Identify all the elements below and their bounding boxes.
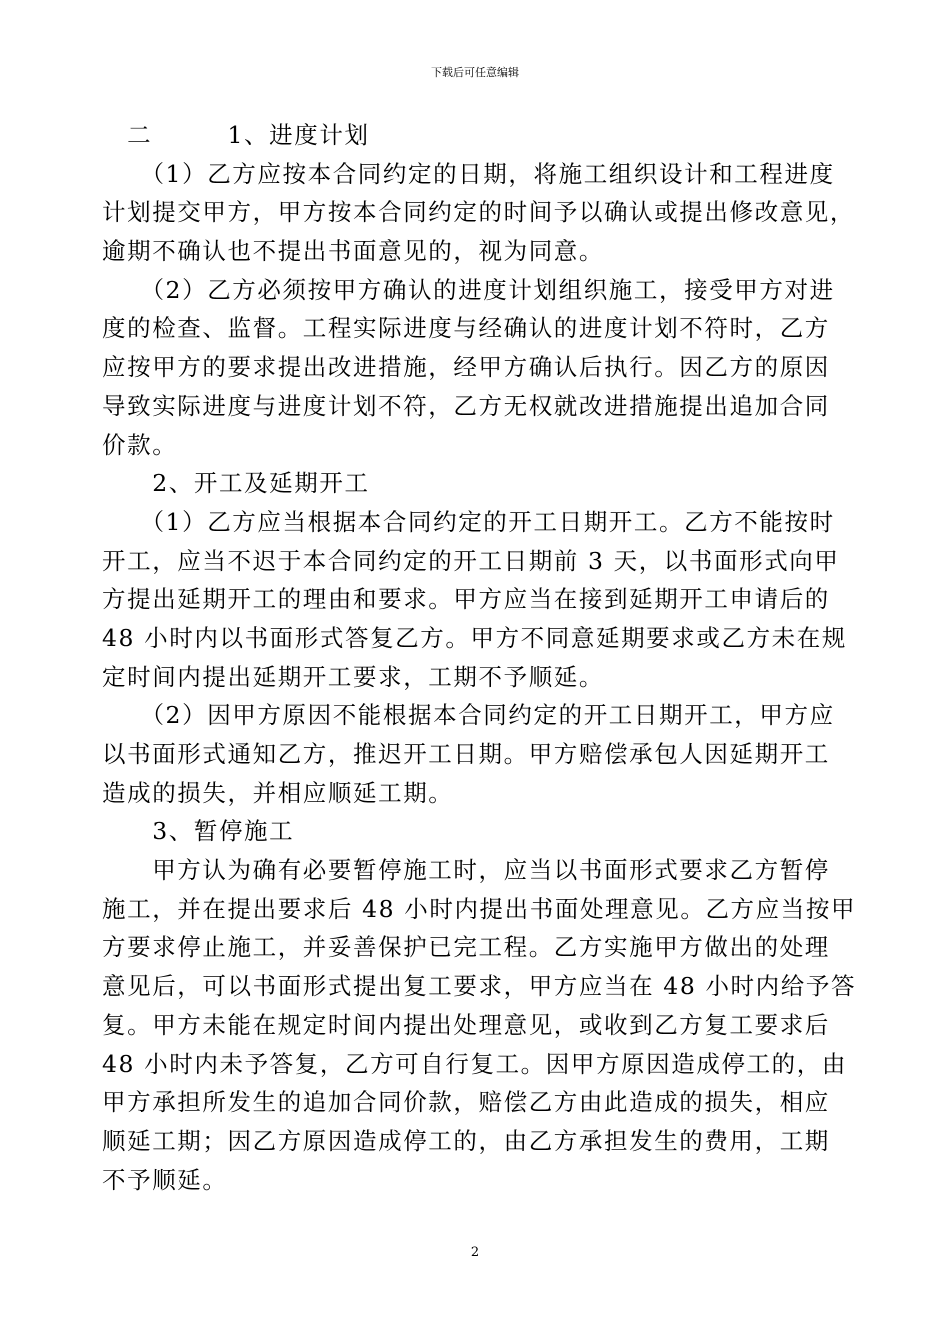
- text-line: 意见后，可以书面形式提出复工要求，甲方应当在 48 小时内给予答: [102, 972, 857, 1001]
- text-line: 不予顺延。: [102, 1165, 228, 1194]
- text-line: 度的检查、监督。工程实际进度与经确认的进度计划不符时，乙方: [102, 314, 830, 343]
- text-line: 造成的损失，并相应顺延工期。: [102, 778, 454, 807]
- text-line: 以书面形式通知乙方，推迟开工日期。甲方赔偿承包人因延期开工: [102, 740, 830, 768]
- text-line: （1）乙方应当根据本合同约定的开工日期开工。乙方不能按时: [102, 507, 835, 536]
- text-line: 48 小时内未予答复，乙方可自行复工。因甲方原因造成停工的，由: [102, 1049, 847, 1078]
- page-header-note: 下载后可任意编辑: [431, 66, 519, 79]
- text-line: 复。甲方未能在规定时间内提出处理意见，或收到乙方复工要求后: [102, 1010, 830, 1039]
- text-line: 甲方承担所发生的追加合同价款，赔偿乙方由此造成的损失，相应: [102, 1088, 830, 1117]
- text-line: 顺延工期；因乙方原因造成停工的，由乙方承担发生的费用，工期: [102, 1126, 830, 1155]
- text-line: 价款。: [102, 430, 178, 459]
- text-line: 48 小时内以书面形式答复乙方。甲方不同意延期要求或乙方未在规: [102, 623, 847, 652]
- document-body: [102, 116, 858, 1199]
- text-line: 应按甲方的要求提出改进措施，经甲方确认后执行。因乙方的原因: [102, 353, 830, 382]
- text-line: （1）乙方应按本合同约定的日期，将施工组织设计和工程进度: [102, 159, 835, 188]
- text-line: 方要求停止施工，并妥善保护已完工程。乙方实施甲方做出的处理: [102, 933, 830, 962]
- text-line: 二 1、进度计划: [102, 121, 370, 149]
- text-line: 3、暂停施工: [102, 817, 295, 846]
- text-line: 开工，应当不迟于本合同约定的开工日期前 3 天，以书面形式向甲: [102, 546, 840, 575]
- text-line: （2）因甲方原因不能根据本合同约定的开工日期开工，甲方应: [102, 701, 835, 730]
- text-line: 逾期不确认也不提出书面意见的，视为同意。: [102, 237, 604, 266]
- text-line: （2）乙方必须按甲方确认的进度计划组织施工，接受甲方对进: [102, 275, 835, 304]
- text-line: 2、开工及延期开工: [102, 469, 370, 498]
- text-line: 甲方认为确有必要暂停施工时，应当以书面形式要求乙方暂停: [102, 856, 830, 885]
- text-line: 方提出延期开工的理由和要求。甲方应当在接到延期开工申请后的: [102, 585, 830, 614]
- text-line: 施工，并在提出要求后 48 小时内提出书面处理意见。乙方应当按甲: [102, 894, 857, 923]
- text-line: 定时间内提出延期开工要求，工期不予顺延。: [102, 662, 604, 691]
- text-line: 计划提交甲方，甲方按本合同约定的时间予以确认或提出修改意见，: [102, 198, 855, 227]
- page-number: 2: [470, 1245, 480, 1260]
- text-line: 导致实际进度与进度计划不符，乙方无权就改进措施提出追加合同: [102, 391, 830, 420]
